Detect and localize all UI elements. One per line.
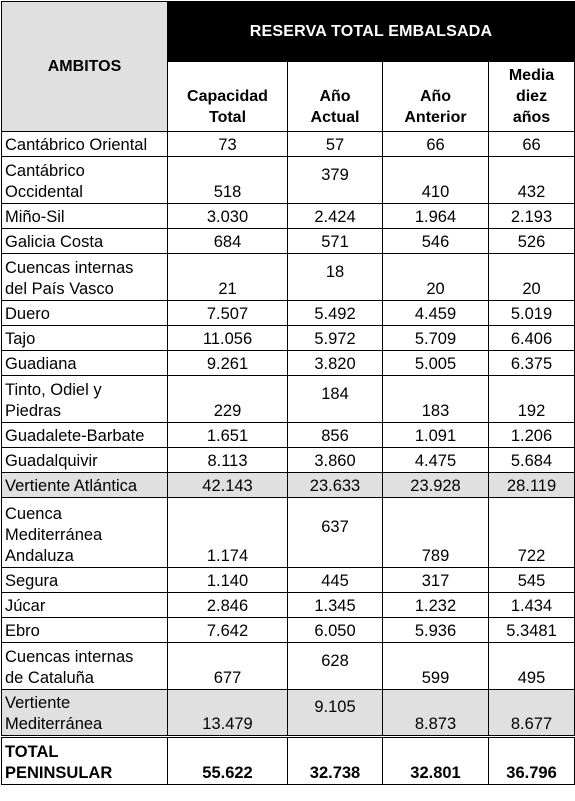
ano-anterior-cell: 20 [383, 254, 489, 301]
ano-anterior-cell: 23.928 [383, 473, 489, 498]
ano-anterior-cell: 546 [383, 229, 489, 254]
table-row [2, 204, 575, 229]
cell-line: Duero [5, 305, 50, 323]
capacidad-total-cell: 55.622 [168, 737, 288, 785]
subtotal-row [2, 690, 575, 737]
ano-actual-cell: 445 [288, 568, 383, 593]
cell-line: Cuenca [5, 505, 62, 523]
capacidad-total-cell: 7.507 [168, 301, 288, 326]
media-diez-anos-cell: 722 [489, 498, 575, 568]
media-diez-anos-cell: 66 [489, 132, 575, 157]
cell-line: Piedras [5, 402, 61, 420]
cell-line: Año [419, 88, 452, 105]
table-row [2, 568, 575, 593]
ano-anterior-cell: 4.475 [383, 448, 489, 473]
ambito-name-cell [2, 351, 168, 376]
cell-line: Actual [310, 109, 360, 126]
table-row [2, 351, 575, 376]
cell-line: Miño-Sil [5, 208, 65, 226]
media-diez-anos-cell: 6.406 [489, 326, 575, 351]
ambito-name-cell [2, 326, 168, 351]
media-diez-anos-cell: 432 [489, 157, 575, 204]
capacidad-total-cell: 684 [168, 229, 288, 254]
media-diez-anos-cell: 495 [489, 643, 575, 690]
table-row [2, 229, 575, 254]
ano-anterior-cell: 5.709 [383, 326, 489, 351]
ano-anterior-cell: 183 [383, 376, 489, 423]
ano-actual-cell: 2.424 [288, 204, 383, 229]
table-row [2, 643, 575, 690]
cell-line: Occidental [5, 183, 83, 201]
cell-line: Guadalete-Barbate [5, 427, 145, 445]
cell-line: Cuencas internas [5, 259, 134, 277]
table-row [2, 157, 575, 204]
ambitos-header: AMBITOS [2, 2, 168, 132]
column-header-capacidad-total [168, 62, 288, 132]
cell-line: Año [319, 88, 351, 105]
cell-line: TOTAL [5, 743, 59, 761]
column-header-ano-actual [288, 62, 383, 132]
capacidad-total-cell: 11.056 [168, 326, 288, 351]
media-diez-anos-cell: 545 [489, 568, 575, 593]
ano-actual-cell: 57 [288, 132, 383, 157]
cell-line: diez [515, 88, 548, 105]
ambito-name-cell [2, 301, 168, 326]
media-diez-anos-cell: 526 [489, 229, 575, 254]
capacidad-total-cell: 8.113 [168, 448, 288, 473]
ambito-name-cell [2, 204, 168, 229]
ambito-name-cell [2, 473, 168, 498]
cell-line: Total [208, 109, 247, 126]
ano-anterior-cell: 4.459 [383, 301, 489, 326]
ano-actual-cell: 1.345 [288, 593, 383, 618]
cell-line: Ebro [5, 622, 40, 640]
cell-line: Cantábrico Oriental [5, 136, 148, 154]
ano-actual-cell: 5.972 [288, 326, 383, 351]
cell-line: Júcar [5, 597, 46, 615]
cell-line: Guadiana [5, 355, 77, 373]
ano-actual-cell: 3.860 [288, 448, 383, 473]
ambito-name-cell [2, 376, 168, 423]
capacidad-total-cell: 1.174 [168, 498, 288, 568]
ambito-name-cell [2, 448, 168, 473]
ano-actual-cell: 3.820 [288, 351, 383, 376]
ano-actual-cell: 637 [288, 498, 383, 568]
ambito-name-cell [2, 593, 168, 618]
ano-actual-cell: 628 [288, 643, 383, 690]
table-row [2, 498, 575, 568]
ano-actual-cell: 379 [288, 157, 383, 204]
media-diez-anos-cell: 8.677 [489, 690, 575, 737]
ano-anterior-cell: 5.936 [383, 618, 489, 643]
ambito-name-cell [2, 132, 168, 157]
cell-line: Capacidad [187, 88, 268, 105]
cell-line: años [512, 109, 551, 126]
capacidad-total-cell: 229 [168, 376, 288, 423]
media-diez-anos-cell: 1.434 [489, 593, 575, 618]
ano-actual-cell: 32.738 [288, 737, 383, 785]
ambito-name-cell [2, 737, 168, 785]
ano-anterior-cell: 1.232 [383, 593, 489, 618]
ambito-name-cell [2, 618, 168, 643]
cell-line: Guadalquivir [5, 452, 98, 470]
ano-anterior-cell: 1.964 [383, 204, 489, 229]
cell-line: Segura [5, 572, 59, 590]
ano-actual-cell: 23.633 [288, 473, 383, 498]
media-diez-anos-cell: 5.684 [489, 448, 575, 473]
table-row [2, 254, 575, 301]
table-row [2, 593, 575, 618]
cell-line: Andaluza [5, 547, 74, 565]
ano-anterior-cell: 599 [383, 643, 489, 690]
total-row [2, 737, 575, 785]
cell-line: Galicia Costa [5, 233, 104, 251]
capacidad-total-cell: 21 [168, 254, 288, 301]
cell-line: de Cataluña [5, 669, 94, 687]
capacidad-total-cell: 2.846 [168, 593, 288, 618]
reservoir-table [1, 1, 575, 785]
cell-line: Media [508, 67, 555, 84]
table-row [2, 376, 575, 423]
ambito-name-cell [2, 690, 168, 737]
media-diez-anos-cell: 20 [489, 254, 575, 301]
media-diez-anos-cell: 6.375 [489, 351, 575, 376]
ano-actual-cell: 571 [288, 229, 383, 254]
table-row [2, 423, 575, 448]
ano-anterior-cell: 32.801 [383, 737, 489, 785]
capacidad-total-cell: 7.642 [168, 618, 288, 643]
ano-anterior-cell: 1.091 [383, 423, 489, 448]
ano-anterior-cell: 66 [383, 132, 489, 157]
column-header-media-diez-anos [489, 62, 575, 132]
cell-line: Tajo [5, 330, 36, 348]
ano-anterior-cell: 410 [383, 157, 489, 204]
cell-line: Mediterránea [5, 526, 103, 544]
media-diez-anos-cell: 5.019 [489, 301, 575, 326]
ambito-name-cell [2, 254, 168, 301]
table-row [2, 326, 575, 351]
table-row [2, 448, 575, 473]
capacidad-total-cell: 42.143 [168, 473, 288, 498]
cell-line: Vertiente Atlántica [5, 477, 138, 495]
capacidad-total-cell: 73 [168, 132, 288, 157]
table-row [2, 301, 575, 326]
ambito-name-cell [2, 498, 168, 568]
subtotal-row [2, 473, 575, 498]
cell-line: Cantábrico [5, 162, 85, 180]
table-row [2, 132, 575, 157]
cell-line: Mediterránea [5, 715, 103, 733]
ano-actual-cell: 5.492 [288, 301, 383, 326]
ambito-name-cell [2, 423, 168, 448]
ano-actual-cell: 6.050 [288, 618, 383, 643]
ano-anterior-cell: 8.873 [383, 690, 489, 737]
capacidad-total-cell: 677 [168, 643, 288, 690]
capacidad-total-cell: 1.140 [168, 568, 288, 593]
ambito-name-cell [2, 157, 168, 204]
cell-line: del País Vasco [5, 280, 114, 298]
reserva-total-header: RESERVA TOTAL EMBALSADA [168, 2, 575, 62]
media-diez-anos-cell: 1.206 [489, 423, 575, 448]
capacidad-total-cell: 518 [168, 157, 288, 204]
capacidad-total-cell: 9.261 [168, 351, 288, 376]
media-diez-anos-cell: 5.3481 [489, 618, 575, 643]
cell-line: Cuencas internas [5, 648, 134, 666]
media-diez-anos-cell: 28.119 [489, 473, 575, 498]
media-diez-anos-cell: 2.193 [489, 204, 575, 229]
ano-actual-cell: 18 [288, 254, 383, 301]
cell-line: PENINSULAR [5, 764, 113, 782]
media-diez-anos-cell: 36.796 [489, 737, 575, 785]
ano-actual-cell: 184 [288, 376, 383, 423]
cell-line: Vertiente [5, 694, 71, 712]
ano-anterior-cell: 317 [383, 568, 489, 593]
capacidad-total-cell: 13.479 [168, 690, 288, 737]
ano-anterior-cell: 789 [383, 498, 489, 568]
ambito-name-cell [2, 568, 168, 593]
media-diez-anos-cell: 192 [489, 376, 575, 423]
cell-line: Tinto, Odiel y [5, 381, 102, 399]
capacidad-total-cell: 3.030 [168, 204, 288, 229]
ambito-name-cell [2, 229, 168, 254]
ano-actual-cell: 856 [288, 423, 383, 448]
ano-anterior-cell: 5.005 [383, 351, 489, 376]
capacidad-total-cell: 1.651 [168, 423, 288, 448]
table-row [2, 618, 575, 643]
cell-line: Anterior [404, 109, 467, 126]
ambito-name-cell [2, 643, 168, 690]
ano-actual-cell: 9.105 [288, 690, 383, 737]
column-header-ano-anterior [383, 62, 489, 132]
